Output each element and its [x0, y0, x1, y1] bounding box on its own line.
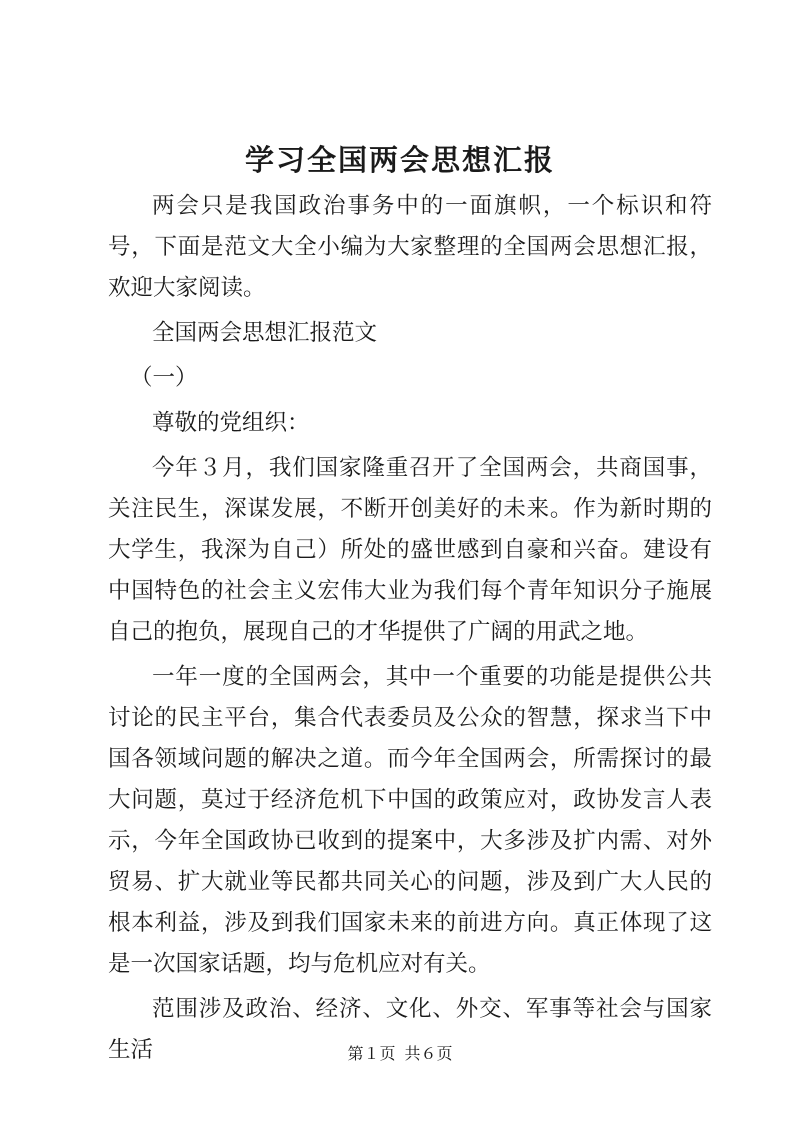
- paragraph-section-number: （一）: [130, 365, 198, 391]
- page-total: 共６页: [404, 1044, 453, 1063]
- paragraph-intro: 两会只是我国政治事务中的一面旗帜，一个标识和符号，下面是范文大全小编为大家整理的全国两会思想汇报，欢迎大家阅读。: [108, 193, 712, 301]
- document-title: 学习全国两会思想汇报: [244, 143, 555, 177]
- paragraph-salutation: 尊敬的党组织：: [152, 410, 310, 436]
- paragraph-section-heading: 全国两会思想汇报范文: [152, 320, 378, 346]
- paragraph-body-3: 范围涉及政治、经济、文化、外交、军事等社会与国家生活: [108, 996, 712, 1063]
- page-footer: [0, 1044, 800, 1064]
- page-number: 第１页: [347, 1044, 396, 1063]
- paragraph-body-1: 今年３月，我们国家隆重召开了全国两会，共商国事，关注民生，深谋发展，不断开创美好的未来。作为新时期的大学生，我深为自己）所处的盛世感到自豪和兴奋。建设有中国特色的社会主义宏伟大业为我们每个青年知识分子施展自己的抱负，展现自己的才华提供了广阔的用武之地。: [108, 455, 712, 645]
- document-body: [108, 186, 712, 1075]
- paragraph-body-2: 一年一度的全国两会，其中一个重要的功能是提供公共讨论的民主平台，集合代表委员及公众的智慧，探求当下中国各领域问题的解决之道。而今年全国两会，所需探讨的最大问题，莫过于经济危机下中国的政策应对，政协发言人表示，今年全国政协已收到的提案中，大多涉及扩内需、对外贸易、扩大就业等民都共同关心的问题，涉及到广大人民的根本利益，涉及到我们国家未来的前进方向。真正体现了这是一次国家话题，均与危机应对有关。: [108, 664, 712, 977]
